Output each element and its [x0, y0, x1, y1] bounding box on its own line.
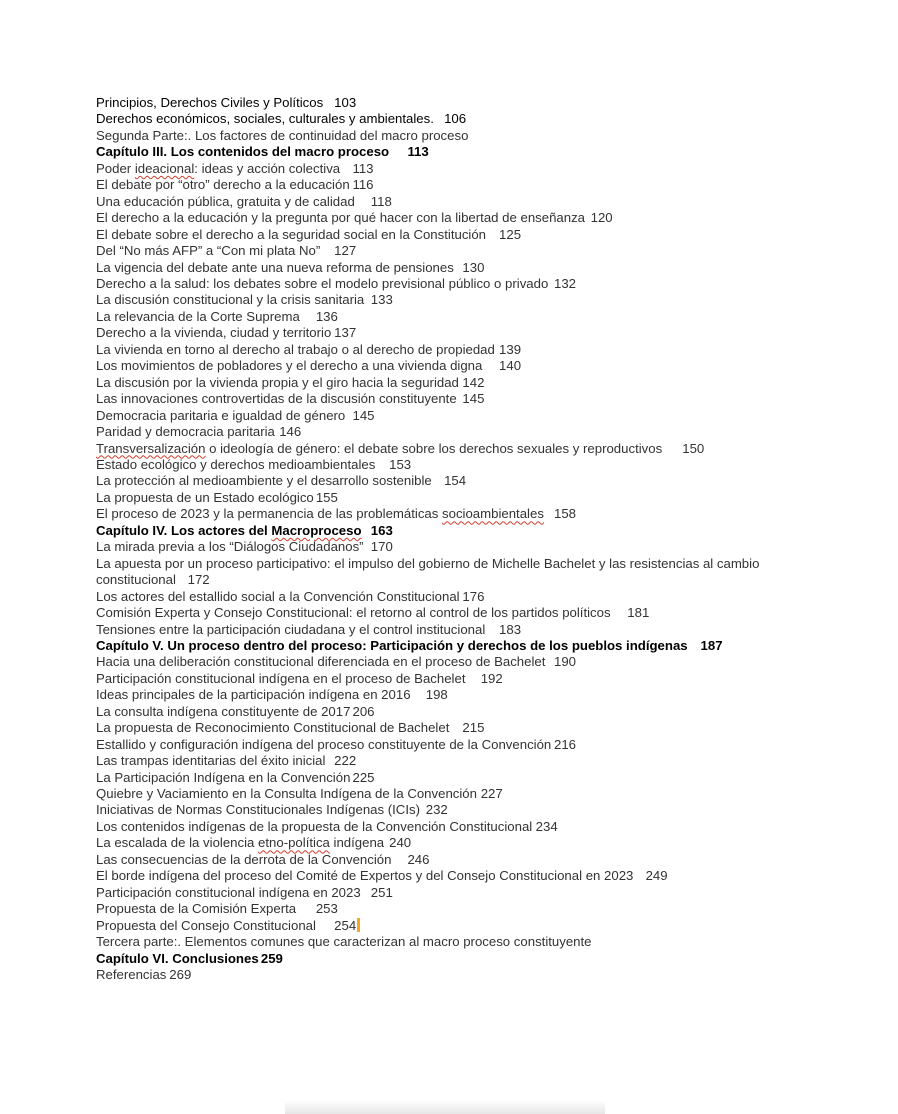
toc-page-number: 120 — [590, 210, 613, 226]
toc-entry[interactable] — [96, 161, 806, 177]
toc-entry-text: indígena — [329, 835, 385, 851]
toc-entry[interactable] — [96, 210, 806, 226]
toc-entry[interactable] — [96, 95, 806, 111]
toc-entry[interactable] — [96, 605, 806, 621]
toc-page-number: 254 — [334, 917, 357, 933]
toc-entry-text: La relevancia de la Corte Suprema — [96, 308, 300, 324]
toc-page-number: 140 — [499, 358, 522, 374]
table-of-contents — [96, 95, 806, 983]
toc-entry[interactable] — [96, 539, 806, 555]
toc-page-number: 133 — [370, 292, 393, 308]
toc-page-number: 240 — [389, 835, 412, 851]
toc-entry-text: Ideas principales de la participación indígena en 2016 — [96, 687, 411, 703]
toc-chapter-heading[interactable] — [96, 638, 806, 654]
toc-entry-text: Comisión Experta y Consejo Constitucional: el retorno al control de los partidos políticos — [96, 605, 611, 621]
toc-entry[interactable] — [96, 276, 806, 292]
toc-page-number: 146 — [279, 424, 302, 440]
toc-page-number: 158 — [554, 506, 577, 522]
toc-entry-text: La mirada previa a los “Diálogos Ciudadanos” — [96, 539, 364, 555]
toc-entry[interactable] — [96, 918, 806, 934]
toc-page-number: 153 — [389, 456, 412, 472]
toc-entry[interactable] — [96, 325, 806, 341]
toc-entry-text: Derecho a la salud: los debates sobre el modelo previsional público o privado — [96, 275, 549, 291]
toc-page-number: 145 — [462, 391, 485, 407]
toc-page-number: 118 — [370, 193, 392, 209]
toc-entry-text: Iniciativas de Normas Constitucionales Indígenas (ICIs) — [96, 802, 420, 818]
toc-entry-text: Segunda Parte:. Los factores de continuidad del macro proceso — [96, 127, 469, 143]
toc-entry-text: La vigencia del debate ante una nueva reforma de pensiones — [96, 259, 454, 275]
toc-entry[interactable] — [96, 835, 806, 851]
toc-entry[interactable] — [96, 194, 806, 210]
toc-entry-text: Propuesta de la Comisión Experta — [96, 901, 297, 917]
toc-chapter-heading[interactable] — [96, 951, 806, 967]
toc-entry[interactable] — [96, 622, 806, 638]
toc-page-number: 246 — [407, 851, 430, 867]
toc-entry[interactable] — [96, 687, 806, 703]
spellcheck-flagged-word[interactable]: Macroproceso — [271, 522, 362, 538]
toc-entry[interactable] — [96, 589, 806, 605]
toc-entry-text: Los movimientos de pobladores y el derecho a una vivienda digna — [96, 358, 483, 374]
toc-page-number: 259 — [260, 950, 283, 966]
toc-page-number: 176 — [462, 588, 485, 604]
toc-page-number: 116 — [352, 177, 374, 193]
toc-entry-text: El debate por “otro” derecho a la educación — [96, 177, 350, 193]
toc-entry[interactable] — [96, 375, 806, 391]
toc-entry[interactable] — [96, 753, 806, 769]
toc-entry[interactable] — [96, 490, 806, 506]
toc-entry[interactable] — [96, 441, 806, 457]
toc-entry[interactable] — [96, 572, 806, 588]
toc-page-number: 163 — [370, 522, 393, 538]
toc-entry-text: Democracia paritaria e igualdad de género — [96, 407, 346, 423]
toc-entry-text: Las trampas identitarias del éxito inicial — [96, 753, 326, 769]
toc-entry-text: Una educación pública, gratuita y de calidad — [96, 193, 355, 209]
toc-page-number: 127 — [334, 243, 357, 259]
text-cursor — [357, 918, 360, 932]
toc-entry-text: La protección al medioambiente y el desarrollo sostenible — [96, 473, 432, 489]
toc-entry[interactable] — [96, 720, 806, 736]
toc-entry[interactable] — [96, 227, 806, 243]
toc-page-number: 187 — [700, 637, 723, 653]
toc-page-number: 106 — [444, 111, 467, 127]
toc-page-number: 227 — [480, 786, 503, 802]
toc-entry-text: La Participación Indígena en la Convención — [96, 769, 351, 785]
toc-entry-text: Capítulo IV. Los actores del — [96, 522, 272, 538]
toc-page-number: 251 — [370, 884, 393, 900]
toc-entry[interactable] — [96, 243, 806, 259]
toc-entry-text: Participación constitucional indígena en 2023 — [96, 884, 361, 900]
toc-entry[interactable] — [96, 128, 806, 144]
toc-entry[interactable] — [96, 292, 806, 308]
toc-entry[interactable] — [96, 556, 806, 572]
toc-entry[interactable] — [96, 424, 806, 440]
toc-entry[interactable] — [96, 342, 806, 358]
toc-entry-text: El debate sobre el derecho a la seguridad social en la Constitución — [96, 226, 487, 242]
spellcheck-flagged-word[interactable]: socioambientales — [442, 506, 544, 522]
toc-entry[interactable] — [96, 885, 806, 901]
spellcheck-flagged-word[interactable]: ideacional — [134, 160, 195, 176]
toc-entry-text: o ideología de género: el debate sobre los derechos sexuales y reproductivos — [205, 440, 663, 456]
toc-entry-text: Capítulo VI. Conclusiones — [96, 950, 259, 966]
toc-entry-text: Las consecuencias de la derrota de la Convención — [96, 851, 392, 867]
toc-entry[interactable] — [96, 260, 806, 276]
toc-entry-text: Estado ecológico y derechos medioambientales — [96, 456, 376, 472]
toc-page-number: 183 — [499, 621, 522, 637]
toc-page-number: 253 — [315, 901, 338, 917]
toc-page-number: 249 — [645, 868, 668, 884]
toc-entry[interactable] — [96, 506, 806, 522]
toc-entry[interactable] — [96, 802, 806, 818]
toc-entry[interactable] — [96, 868, 806, 884]
toc-entry-text: Paridad y democracia paritaria — [96, 424, 275, 440]
toc-entry-text: : ideas y acción colectiva — [194, 160, 341, 176]
toc-entry[interactable] — [96, 358, 806, 374]
toc-page-number: 192 — [480, 670, 503, 686]
toc-entry-text: La vivienda en torno al derecho al trabajo o al derecho de propiedad — [96, 341, 495, 357]
toc-page-number: 150 — [682, 440, 705, 456]
toc-entry-text: Capítulo V. Un proceso dentro del proceso: Participación y derechos de los pueblos indígenas — [96, 637, 688, 653]
toc-entry-text: La propuesta de Reconocimiento Constitucional de Bachelet — [96, 720, 450, 736]
toc-page-number: 198 — [425, 687, 448, 703]
toc-chapter-heading[interactable] — [96, 144, 806, 160]
toc-entry[interactable] — [96, 786, 806, 802]
toc-entry-text: Los contenidos indígenas de la propuesta de la Convención Constitucional — [96, 818, 533, 834]
toc-entry[interactable] — [96, 671, 806, 687]
toc-entry-text: La escalada de la violencia — [96, 835, 259, 851]
toc-page-number: 132 — [554, 275, 577, 291]
toc-entry-text: Referencias — [96, 967, 167, 983]
toc-entry[interactable] — [96, 473, 806, 489]
toc-page-number: 145 — [352, 407, 375, 423]
toc-page-number: 232 — [425, 802, 448, 818]
toc-entry-text: Derecho a la vivienda, ciudad y territorio — [96, 325, 332, 341]
toc-page-number: 216 — [554, 736, 577, 752]
toc-entry[interactable] — [96, 457, 806, 473]
toc-page-number: 181 — [627, 605, 650, 621]
toc-entry-text: Participación constitucional indígena en el proceso de Bachelet — [96, 670, 466, 686]
toc-entry-text: La discusión constitucional y la crisis sanitaria — [96, 292, 365, 308]
toc-entry[interactable] — [96, 408, 806, 424]
toc-page-number: 125 — [499, 226, 522, 242]
toc-page-number: 130 — [462, 259, 485, 275]
spellcheck-flagged-word[interactable]: etno-política — [258, 835, 330, 851]
toc-page-number: 155 — [315, 489, 338, 505]
toc-entry-text: La propuesta de un Estado ecológico — [96, 489, 314, 505]
toc-page-number: 142 — [462, 374, 485, 390]
spellcheck-flagged-word[interactable]: Transversalización — [96, 440, 206, 456]
toc-chapter-heading[interactable] — [96, 523, 806, 539]
toc-page-number: 154 — [444, 473, 467, 489]
toc-page-number: 103 — [334, 95, 357, 110]
toc-entry-text: El borde indígena del proceso del Comité de Expertos y del Consejo Constitucional en 2023 — [96, 868, 634, 884]
toc-entry-text: Los actores del estallido social a la Convención Constitucional — [96, 588, 460, 604]
toc-entry[interactable] — [96, 770, 806, 786]
toc-page-number: 139 — [499, 341, 522, 357]
toc-entry-text: constitucional — [96, 572, 176, 588]
toc-page-number: 222 — [334, 753, 357, 769]
toc-entry[interactable] — [96, 391, 806, 407]
toc-page-number: 190 — [554, 654, 577, 670]
toc-entry-text: El derecho a la educación y la pregunta por qué hacer con la libertad de enseñanza — [96, 210, 586, 226]
toc-entry-text: Hacia una deliberación constitucional diferenciada en el proceso de Bachelet — [96, 654, 546, 670]
toc-entry-text: Estallido y configuración indígena del proceso constituyente de la Convención — [96, 736, 552, 752]
toc-entry[interactable] — [96, 654, 806, 670]
toc-entry[interactable] — [96, 177, 806, 193]
toc-entry[interactable] — [96, 934, 806, 950]
toc-page-number: 137 — [334, 325, 357, 341]
toc-page-number: 269 — [169, 967, 192, 983]
toc-entry-text: El proceso de 2023 y la permanencia de las problemáticas — [96, 506, 443, 522]
toc-entry-text: Poder — [96, 160, 135, 176]
toc-entry[interactable] — [96, 819, 806, 835]
toc-entry[interactable] — [96, 111, 806, 127]
toc-page-number: 215 — [462, 720, 485, 736]
toc-entry-text: La consulta indígena constituyente de 2017 — [96, 703, 351, 719]
toc-entry-text: La apuesta por un proceso participativo: el impulso del gobierno de Michelle Bachelet y las resistencias al cambio — [96, 555, 760, 571]
toc-page-number: 225 — [352, 769, 375, 785]
toc-entry-text: La discusión por la vivienda propia y el giro hacia la seguridad — [96, 374, 459, 390]
toc-page-number: 113 — [352, 160, 374, 176]
toc-entry-text: Las innovaciones controvertidas de la discusión constituyente — [96, 391, 457, 407]
toc-entry-text: Del “No más AFP” a “Con mi plata No” — [96, 243, 321, 259]
toc-entry[interactable] — [96, 704, 806, 720]
toc-entry[interactable] — [96, 967, 806, 983]
toc-entry[interactable] — [96, 737, 806, 753]
toc-entry-text: Tensiones entre la participación ciudadana y el control institucional — [96, 621, 486, 637]
toc-page-number: 136 — [315, 308, 338, 324]
toc-entry-text: Derechos económicos, sociales, culturales y ambientales. — [96, 111, 434, 127]
toc-entry[interactable] — [96, 852, 806, 868]
toc-page-number: 234 — [535, 818, 558, 834]
toc-page-number: 170 — [370, 539, 393, 555]
toc-entry-text: Propuesta del Consejo Constitucional — [96, 917, 316, 933]
toc-entry-text: Capítulo III. Los contenidos del macro proceso — [96, 144, 390, 160]
toc-entry-text: Principios, Derechos Civiles y Políticos — [96, 95, 324, 110]
toc-entry-text: Tercera parte:. Elementos comunes que caracterizan al macro proceso constituyente — [96, 934, 592, 950]
toc-page-number: 113 — [407, 144, 429, 160]
toc-entry[interactable] — [96, 901, 806, 917]
toc-page-number: 172 — [187, 572, 210, 588]
toc-entry-text: Quiebre y Vaciamiento en la Consulta Indígena de la Convención — [96, 786, 477, 802]
toc-page-number: 206 — [352, 703, 375, 719]
toc-entry[interactable] — [96, 309, 806, 325]
